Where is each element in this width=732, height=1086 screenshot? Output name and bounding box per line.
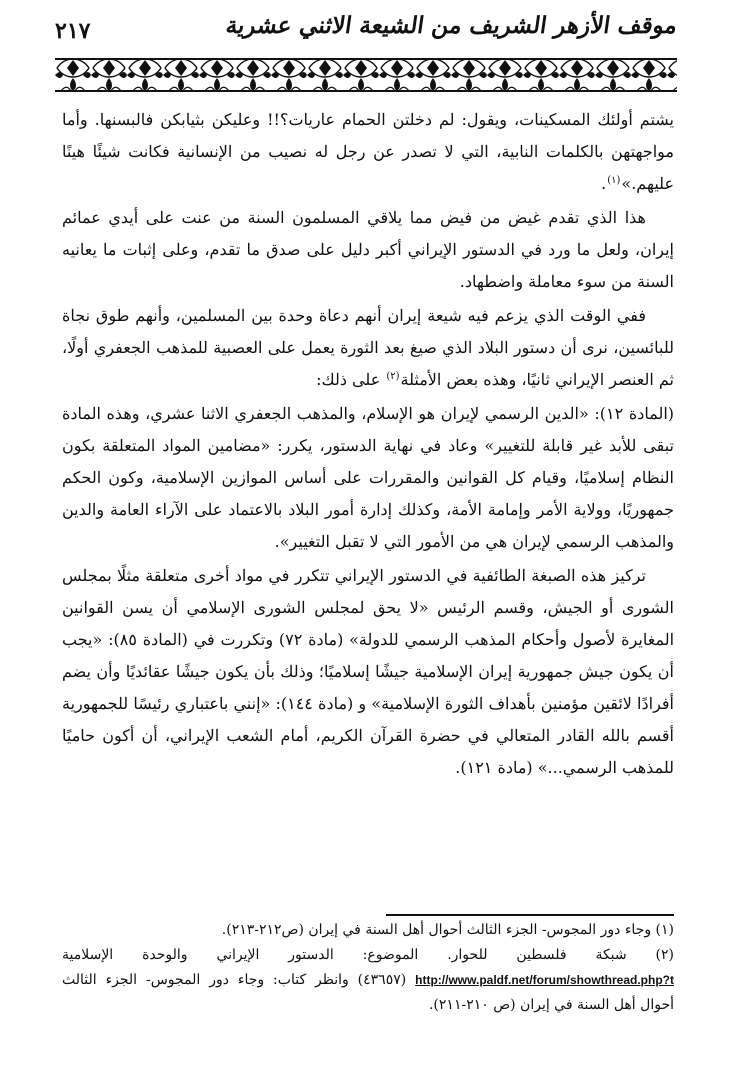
paragraph-5-text: تركيز هذه الصبغة الطائفية في الدستور الإيراني تتكرر في مواد أخرى متعلقة مثلًا بمجلس الشورى أو الجيش، وقسم الرئيس «لا يحق لمجلس الشورى الإسلامي أن يسن القوانين المغايرة لأصول وأحكام المذهب الرسمي للدولة» (مادة ٧٢) وتكررت في (المادة ٨٥): «يجب أن يكون جيش جمهورية إيران الإسلامية جيشًا إسلاميًا؛ وذلك بأن يكون جيشًا عقائديًا وأن يضم أفرادًا لائقين مؤمنين بأهداف الثورة الإسلامية» و (مادة ١٤٤): «إنني باعتباري رئيسًا للجمهورية أقسم بالله القادر المتعالي في حضرة القرآن الكريم، أمام الشعب الإيراني، أن أكون حاميًا للمذهب الرسمي...» (مادة ١٢١). (62, 566, 675, 777)
main-text (62, 104, 674, 784)
book-title: موقف الأزهر الشريف من الشيعة الاثني عشرية (223, 12, 679, 39)
paragraph-3 (62, 300, 674, 396)
footnote-2-suffix: (٤٣٦٥٧) وانظر كتاب: وجاء دور المجوس- الجزء الثالث أحوال أهل السنة في إيران (ص ٢١٠-٢١١). (62, 972, 674, 1013)
footnote-ref-1: (١) (607, 174, 621, 186)
paragraph-5 (62, 560, 674, 784)
ornamental-border (55, 46, 677, 104)
footnote-ref-2: (٢) (386, 370, 400, 382)
paragraph-4-text: (المادة ١٢): «الدين الرسمي لإيران هو الإسلام، والمذهب الجعفري الاثنا عشري، وهذه المادة تبقى للأبد غير قابلة للتغيير» وعاد في نهاية الدستور، يكرر: «مضامين المواد المتعلقة بكون النظام إسلاميًا، وقيام كل القوانين والمقررات على أساس الموازين الإسلامية، وكون الحكم جمهوريًا، وولاية الأمر وإمامة الأمة، وكذلك إدارة أمور البلاد بالاعتماد على الآراء العامة والدين والمذهب الرسمي لإيران هي من الأمور التي لا تقبل التغيير». (62, 404, 675, 551)
paragraph-1-text: يشتم أولئك المسكينات، ويقول: لم دخلتن الحمام عاريات؟!! وعليكن بثيابكن فالبسنها. وأما مواجهتهن بالكلمات النابية، التي لا تصدر عن رجل له نصيب من الإنسانية فكانت شيئًا هينًا عليهم.» (62, 110, 674, 193)
page-number: ٢١٧ (55, 18, 91, 44)
footnote-2 (62, 943, 674, 1018)
paragraph-4 (62, 398, 674, 558)
paragraph-1 (62, 104, 674, 200)
paragraph-2 (62, 202, 674, 298)
paragraph-2-text: هذا الذي تقدم غيض من فيض مما يلاقي المسلمون السنة من عنت على أيدي عمائم إيران، ولعل ما ورد في الدستور الإيراني أكبر دليل على صدق ما تقدم، وعلى إثبات ما يعانيه السنة من سوء معاملة واضطهاد. (62, 208, 674, 291)
footnote-2-prefix: (٢) شبكة فلسطين للحوار. الموضوع: الدستور الإيراني والوحدة الإسلامية (62, 947, 674, 963)
paragraph-3-text: ففي الوقت الذي يزعم فيه شيعة إيران أنهم دعاة وحدة بين المسلمين، وأنهم طوق نجاة للبائسين، نرى أن دستور البلاد الذي صيغ بعد الثورة يعمل على العصبية للمذهب الجعفري أولًا، ثم العنصر الإيراني ثانيًا، وهذه بعض الأمثلة (62, 306, 674, 389)
running-header (55, 6, 677, 96)
footnote-url-link[interactable]: http://www.paldf.net/forum/showthread.php?t (415, 973, 674, 987)
footnote-1-text: (١) وجاء دور المجوس- الجزء الثالث أحوال أهل السنة في إيران (ص٢١٢-٢١٣). (221, 922, 674, 938)
footnote-separator (386, 914, 674, 916)
paragraph-1-end: . (601, 174, 607, 193)
paragraph-3-end: على ذلك: (316, 370, 386, 389)
footnote-1 (62, 918, 674, 943)
footnotes (62, 918, 674, 1018)
